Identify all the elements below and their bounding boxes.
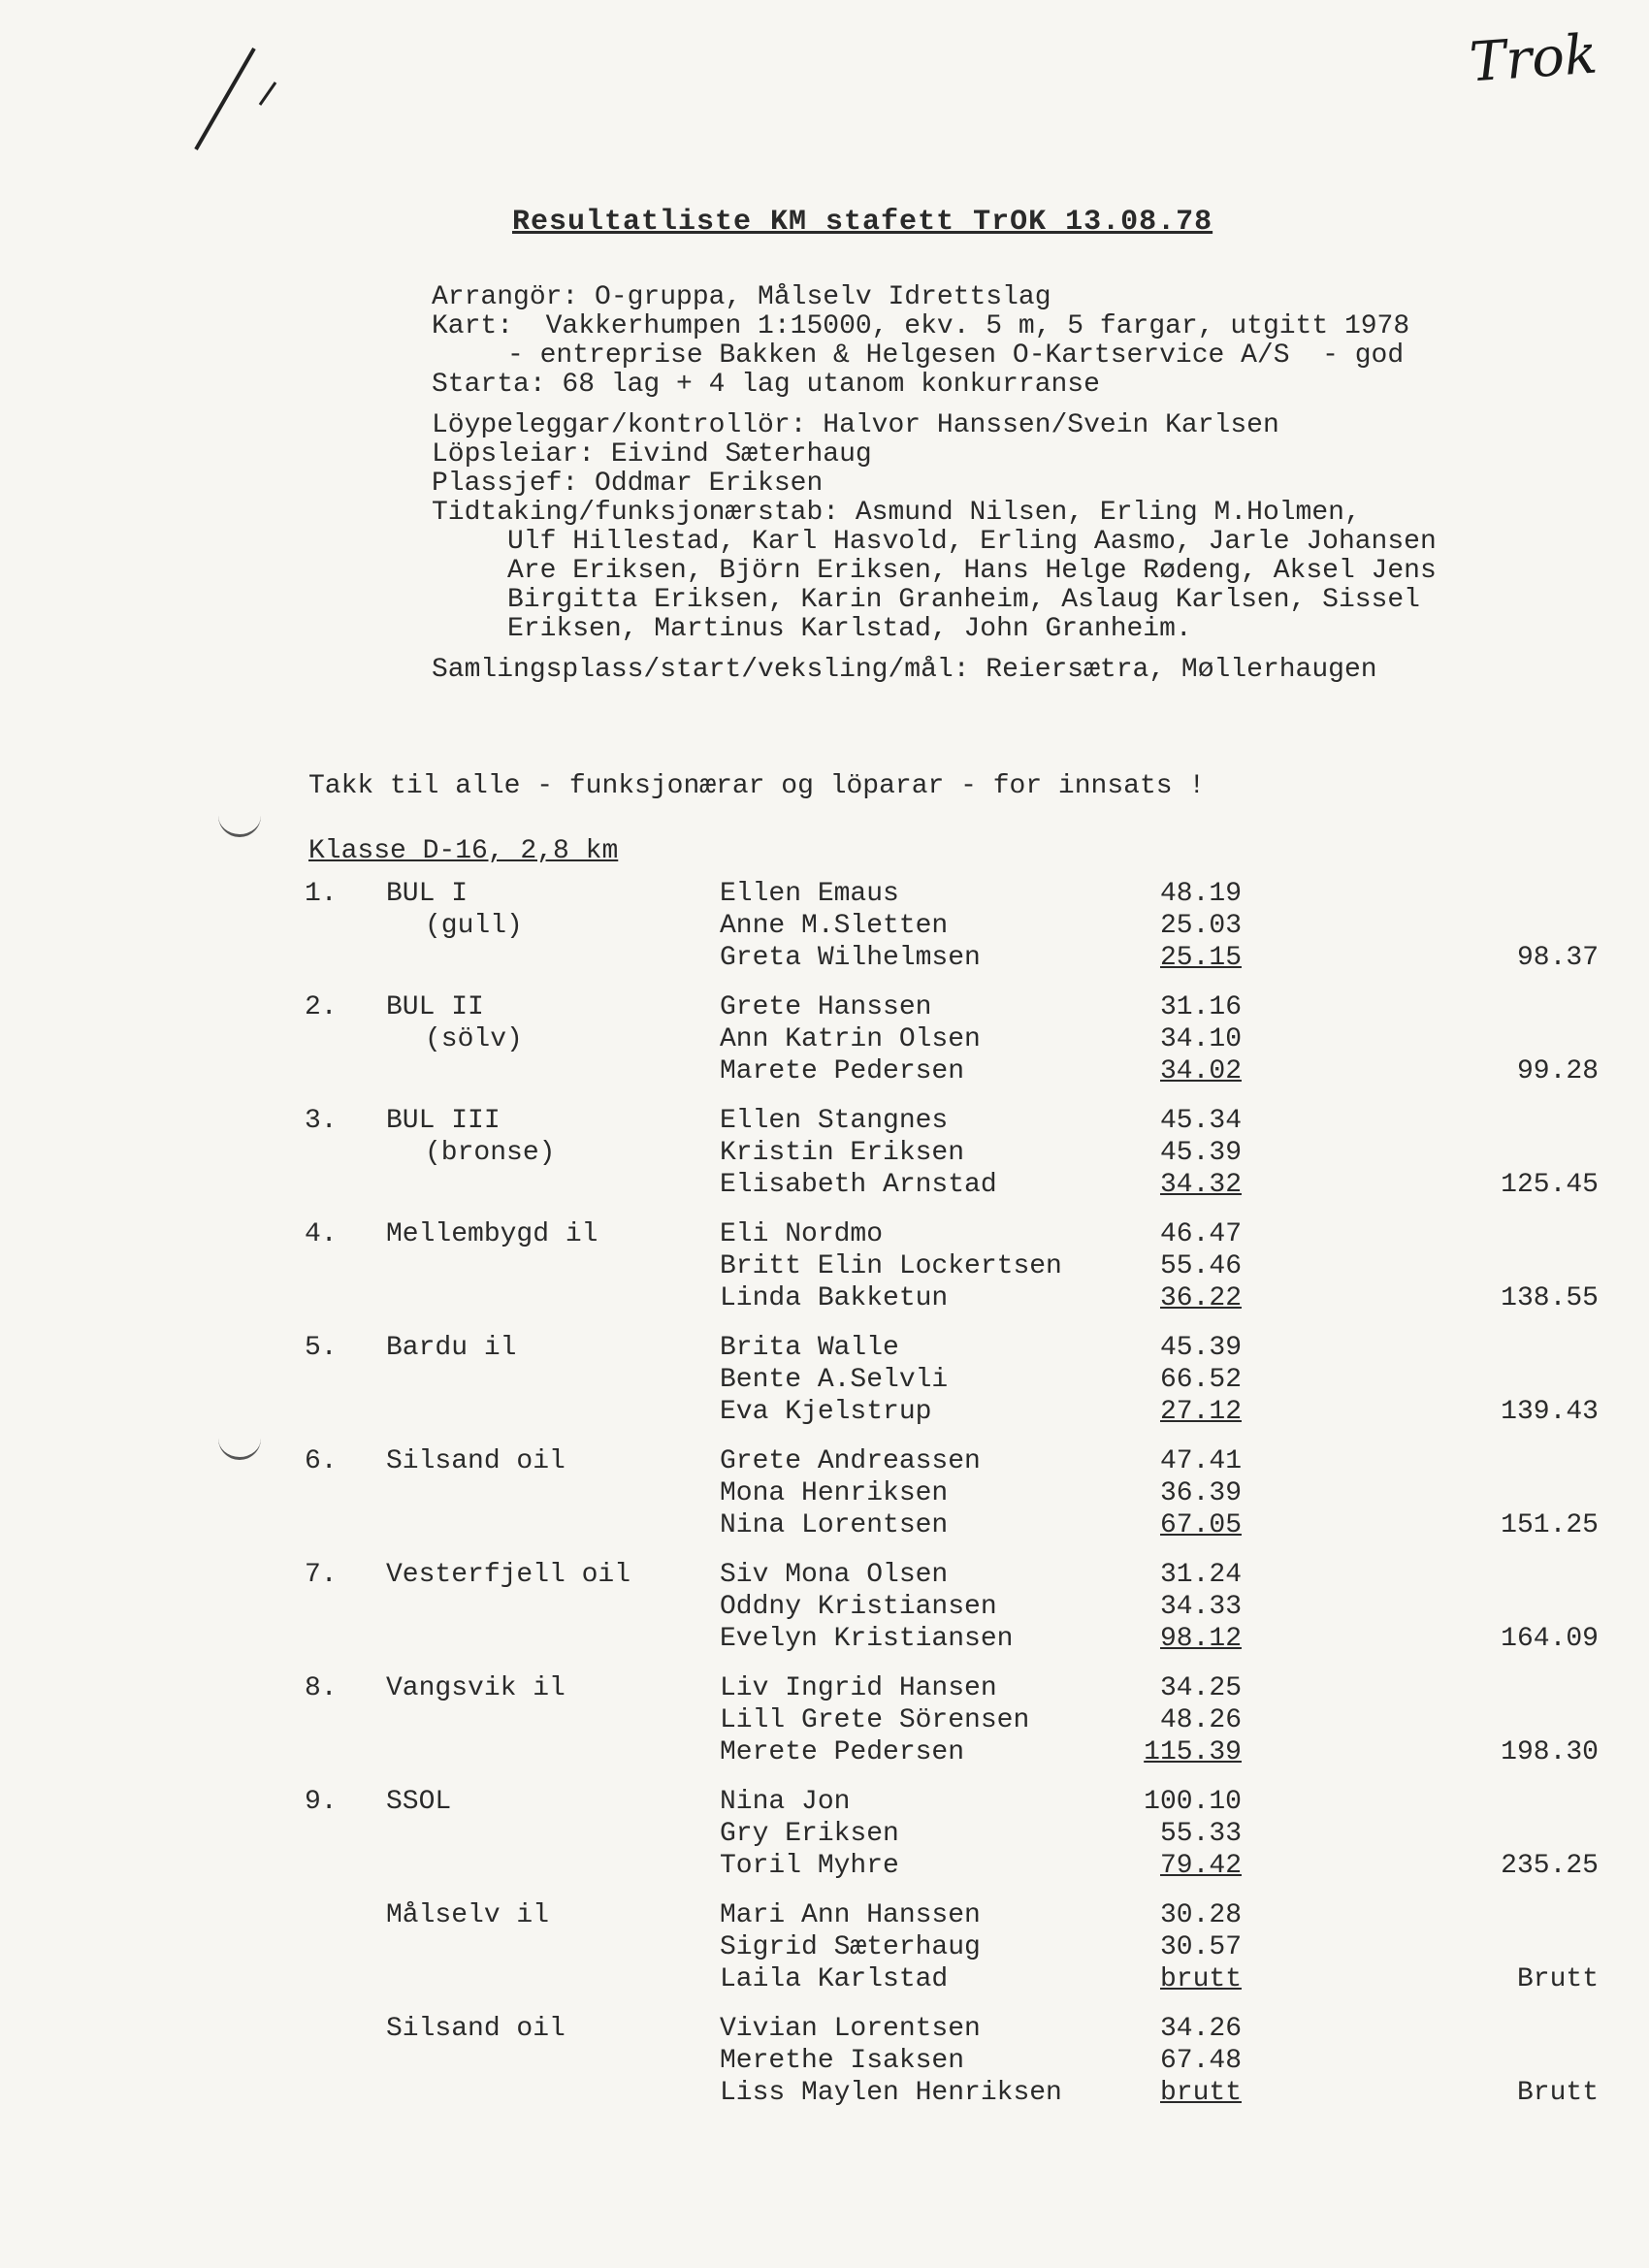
place: 1.: [305, 879, 338, 909]
runner-name: Ellen Stangnes: [720, 1106, 949, 1136]
place: 8.: [305, 1673, 338, 1703]
leg-time: brutt: [1159, 2078, 1242, 2108]
course-setter-line: Löypeleggar/kontrollör: Halvor Hanssen/Svein Karlsen: [432, 410, 1279, 440]
medal: (sölv): [425, 1024, 523, 1054]
total-time: 99.28: [1516, 1056, 1599, 1086]
leg-time: 36.39: [1159, 1478, 1242, 1508]
runners: [720, 991, 981, 1087]
leg-times: [1135, 878, 1242, 974]
leg-time: 98.12: [1159, 1624, 1242, 1654]
runner-name: Liss Maylen Henriksen: [720, 2078, 1062, 2108]
staff-line-5: Eriksen, Martinus Karlstad, John Granheim.: [507, 614, 1192, 644]
runner-name: Oddny Kristiansen: [720, 1592, 997, 1622]
runner-name: Gry Eriksen: [720, 1819, 899, 1849]
map-line-2: - entreprise Bakken & Helgesen O-Kartservice A/S - god: [507, 340, 1405, 371]
runners: [720, 1105, 997, 1201]
leg-time: 34.26: [1159, 2014, 1242, 2044]
total-time: 125.45: [1501, 1170, 1599, 1200]
team-row: [301, 1672, 1620, 1779]
leg-times: [1135, 1445, 1242, 1541]
arranger-line: Arrangör: O-gruppa, Målselv Idrettslag: [432, 282, 1051, 312]
club-name: BUL I: [386, 879, 469, 909]
leg-time: 27.12: [1159, 1397, 1242, 1427]
team-row: [301, 1218, 1620, 1325]
team-row: [301, 1332, 1620, 1439]
runner-name: Nina Jon: [720, 1787, 851, 1817]
punch-hole: [218, 803, 261, 837]
staff-line-3: Are Eriksen, Björn Eriksen, Hans Helge Rødeng, Aksel Jens: [507, 556, 1437, 586]
team-row: [301, 1786, 1620, 1893]
runner-name: Eli Nordmo: [720, 1219, 884, 1249]
leg-times: [1135, 2013, 1242, 2109]
leg-time: 45.34: [1159, 1106, 1242, 1136]
club-name: Silsand oil: [386, 2014, 566, 2044]
leg-times: [1135, 1559, 1242, 1655]
team-row: [301, 2013, 1620, 2120]
leg-time: 25.03: [1159, 911, 1242, 941]
total-time: 151.25: [1501, 1510, 1599, 1540]
runner-name: Lill Grete Sörensen: [720, 1705, 1030, 1735]
runner-name: Greta Wilhelmsen: [720, 943, 981, 973]
runner-name: Elisabeth Arnstad: [720, 1170, 997, 1200]
club-name: Mellembygd il: [386, 1219, 598, 1249]
leg-time: 67.05: [1159, 1510, 1242, 1540]
runner-name: Kristin Eriksen: [720, 1138, 965, 1168]
leg-time: 31.16: [1159, 992, 1242, 1022]
runner-name: Anne M.Sletten: [720, 911, 949, 941]
club-name: Bardu il: [386, 1333, 517, 1363]
place: 7.: [305, 1560, 338, 1590]
team-row: [301, 1559, 1620, 1666]
page-title: Resultatliste KM stafett TrOK 13.08.78: [512, 206, 1213, 239]
club-name: Vangsvik il: [386, 1673, 566, 1703]
thanks-line: Takk til alle - funksjonærar og löparar - for innsats !: [308, 771, 1206, 801]
staff-line-2: Ulf Hillestad, Karl Hasvold, Erling Aasmo, Jarle Johansen: [507, 527, 1437, 557]
runner-name: Merete Pedersen: [720, 1737, 965, 1767]
club-name: BUL III: [386, 1106, 501, 1136]
total-time: 98.37: [1516, 943, 1599, 973]
staff-line-1: Tidtaking/funksjonærstab: Asmund Nilsen, Erling M.Holmen,: [432, 498, 1361, 528]
leg-time: 67.48: [1159, 2046, 1242, 2076]
leg-time: 30.57: [1159, 1932, 1242, 1962]
team-row: [301, 878, 1620, 985]
total-time: Brutt: [1516, 1964, 1599, 1994]
map-line: Kart: Vakkerhumpen 1:15000, ekv. 5 m, 5 fargar, utgitt 1978: [432, 311, 1410, 341]
site-chief-line: Plassjef: Oddmar Eriksen: [432, 469, 824, 499]
leg-time: 30.28: [1159, 1900, 1242, 1930]
leg-times: [1135, 1105, 1242, 1201]
leg-time: 48.26: [1159, 1705, 1242, 1735]
leg-time: 100.10: [1144, 1787, 1242, 1817]
runner-name: Eva Kjelstrup: [720, 1397, 932, 1427]
total-time: 164.09: [1501, 1624, 1599, 1654]
total-time: 198.30: [1501, 1737, 1599, 1767]
punch-hole: [218, 1426, 261, 1460]
leg-time: 48.19: [1159, 879, 1242, 909]
leg-times: [1135, 1786, 1242, 1882]
runners: [720, 1445, 981, 1541]
place: 5.: [305, 1333, 338, 1363]
leg-time: 46.47: [1159, 1219, 1242, 1249]
club-name: Målselv il: [386, 1900, 550, 1930]
runners: [720, 2013, 1062, 2109]
runners: [720, 878, 981, 974]
leg-time: 45.39: [1159, 1333, 1242, 1363]
runner-name: Bente A.Selvli: [720, 1365, 949, 1395]
runner-name: Merethe Isaksen: [720, 2046, 965, 2076]
race-leader-line: Löpsleiar: Eivind Sæterhaug: [432, 439, 872, 470]
runner-name: Grete Hanssen: [720, 992, 932, 1022]
leg-times: [1135, 1672, 1242, 1768]
staff-line-4: Birgitta Eriksen, Karin Granheim, Aslaug Karlsen, Sissel: [507, 585, 1420, 615]
runner-name: Toril Myhre: [720, 1851, 899, 1881]
total-time: 138.55: [1501, 1283, 1599, 1313]
runners: [720, 1218, 1062, 1314]
venue-line: Samlingsplass/start/veksling/mål: Reiersætra, Møllerhaugen: [432, 655, 1377, 685]
runner-name: Linda Bakketun: [720, 1283, 949, 1313]
runner-name: Brita Walle: [720, 1333, 899, 1363]
medal: (gull): [425, 911, 523, 941]
leg-time: 47.41: [1159, 1446, 1242, 1476]
starters-line: Starta: 68 lag + 4 lag utanom konkurranse: [432, 370, 1100, 400]
place: 4.: [305, 1219, 338, 1249]
leg-time: brutt: [1159, 1964, 1242, 1994]
leg-times: [1135, 1332, 1242, 1428]
club-name: SSOL: [386, 1787, 452, 1817]
runner-name: Britt Elin Lockertsen: [720, 1251, 1062, 1281]
leg-time: 34.32: [1159, 1170, 1242, 1200]
leg-times: [1135, 1218, 1242, 1314]
runner-name: Nina Lorentsen: [720, 1510, 949, 1540]
runner-name: Ann Katrin Olsen: [720, 1024, 981, 1054]
club-name: Silsand oil: [386, 1446, 566, 1476]
leg-time: 25.15: [1159, 943, 1242, 973]
total-time: Brutt: [1516, 2078, 1599, 2108]
runner-name: Mona Henriksen: [720, 1478, 949, 1508]
runners: [720, 1899, 981, 1995]
leg-time: 66.52: [1159, 1365, 1242, 1395]
team-row: [301, 1445, 1620, 1552]
leg-time: 34.33: [1159, 1592, 1242, 1622]
handwritten-note: Trok: [1467, 22, 1600, 95]
leg-time: 34.02: [1159, 1056, 1242, 1086]
leg-time: 79.42: [1159, 1851, 1242, 1881]
leg-times: [1135, 991, 1242, 1087]
place: 2.: [305, 992, 338, 1022]
total-time: 139.43: [1501, 1397, 1599, 1427]
team-row: [301, 1105, 1620, 1212]
runner-name: Grete Andreassen: [720, 1446, 981, 1476]
leg-times: [1135, 1899, 1242, 1995]
team-row: [301, 991, 1620, 1098]
runners: [720, 1672, 1029, 1768]
medal: (bronse): [425, 1138, 556, 1168]
pen-mark: [194, 48, 255, 150]
place: 6.: [305, 1446, 338, 1476]
runners: [720, 1786, 899, 1882]
runner-name: Vivian Lorentsen: [720, 2014, 981, 2044]
leg-time: 31.24: [1159, 1560, 1242, 1590]
club-name: Vesterfjell oil: [386, 1560, 631, 1590]
class-title: Klasse D-16, 2,8 km: [308, 836, 619, 866]
event-info: [432, 283, 1437, 685]
leg-time: 34.25: [1159, 1673, 1242, 1703]
runner-name: Evelyn Kristiansen: [720, 1624, 1014, 1654]
leg-time: 34.10: [1159, 1024, 1242, 1054]
leg-time: 55.33: [1159, 1819, 1242, 1849]
runner-name: Marete Pedersen: [720, 1056, 965, 1086]
place: 9.: [305, 1787, 338, 1817]
runner-name: Liv Ingrid Hansen: [720, 1673, 997, 1703]
runner-name: Siv Mona Olsen: [720, 1560, 949, 1590]
leg-time: 45.39: [1159, 1138, 1242, 1168]
runner-name: Laila Karlstad: [720, 1964, 949, 1994]
place: 3.: [305, 1106, 338, 1136]
runners: [720, 1559, 1013, 1655]
leg-time: 115.39: [1144, 1737, 1242, 1767]
total-time: 235.25: [1501, 1851, 1599, 1881]
club-name: BUL II: [386, 992, 484, 1022]
runner-name: Sigrid Sæterhaug: [720, 1932, 981, 1962]
leg-time: 36.22: [1159, 1283, 1242, 1313]
runner-name: Ellen Emaus: [720, 879, 899, 909]
leg-time: 55.46: [1159, 1251, 1242, 1281]
runner-name: Mari Ann Hanssen: [720, 1900, 981, 1930]
team-row: [301, 1899, 1620, 2006]
pen-mark: [259, 81, 277, 106]
runners: [720, 1332, 948, 1428]
